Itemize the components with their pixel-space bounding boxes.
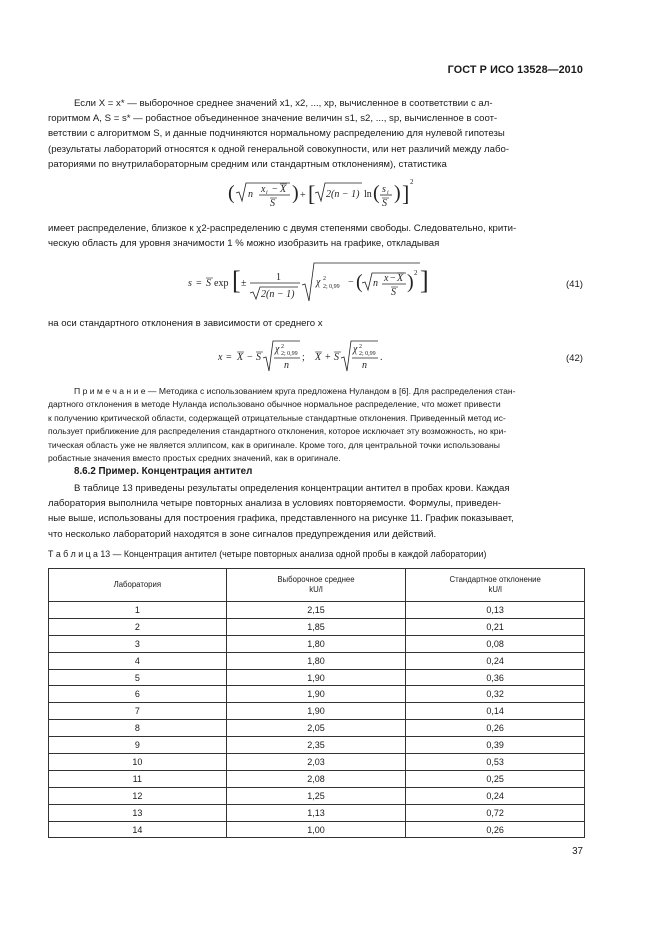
- table-row: [49, 635, 585, 652]
- svg-text:i: i: [387, 190, 389, 196]
- table-row: [49, 669, 585, 686]
- svg-text:.: .: [380, 352, 383, 363]
- equation-42-graphic: [218, 338, 398, 374]
- svg-text:X: X: [280, 184, 287, 195]
- svg-text:(: (: [356, 271, 363, 293]
- svg-text:n: n: [248, 189, 253, 200]
- cell-mean: 1,80: [226, 635, 406, 652]
- svg-text:χ: χ: [316, 277, 321, 288]
- cell-sd: 0,53: [406, 754, 585, 771]
- cell-mean: 1,13: [226, 804, 406, 821]
- table-row: [49, 737, 585, 754]
- table-row: [49, 821, 585, 838]
- svg-text:X: X: [237, 352, 244, 363]
- section-line-3: ные выше, использованы для построения графика, представленного на рисунке 11. График показывает,: [48, 513, 514, 525]
- standard-header: ГОСТ Р ИСО 13528—2010: [447, 64, 583, 76]
- cell-mean: 1,90: [226, 703, 406, 720]
- svg-text:x: x: [384, 273, 389, 284]
- svg-text:S: S: [270, 198, 275, 209]
- statistic-formula-graphic: [228, 175, 418, 215]
- note-line-6: робастные значения вместо простых средних значений, как в оригинале.: [48, 453, 341, 464]
- section-line-2: лаборатория выполнила четыре повторных анализа в условиях повторяемости. Формулы, приведен-: [48, 498, 502, 510]
- axis-line: на оси стандартного отклонения в зависимости от среднего x: [48, 318, 323, 329]
- svg-text:x: x: [261, 184, 266, 195]
- table-caption: [48, 549, 486, 559]
- cell-mean: 2,35: [226, 737, 406, 754]
- section-heading: 8.6.2 Пример. Концентрация антител: [74, 466, 253, 477]
- cell-sd: 0,26: [406, 821, 585, 838]
- svg-text:+: +: [300, 190, 306, 201]
- cell-lab: 6: [49, 686, 227, 703]
- table-row: [49, 652, 585, 669]
- cell-sd: 0,13: [406, 602, 585, 619]
- svg-text:2; 0,99: 2; 0,99: [281, 351, 298, 357]
- svg-text:−: −: [272, 184, 278, 195]
- cell-sd: 0,24: [406, 652, 585, 669]
- note-label: П р и м е ч а н и е: [74, 386, 146, 396]
- svg-text:2(n − 1): 2(n − 1): [326, 189, 360, 200]
- table-body: [49, 602, 585, 838]
- intro-line-2: горитмом А, S = s* — робастное объединенное значение величин s1, s2, ..., sp, вычисленное в соот-: [48, 113, 498, 125]
- svg-text:): ): [292, 182, 299, 204]
- svg-text:2(n − 1): 2(n − 1): [261, 289, 295, 300]
- header-lab: Лаборатория: [49, 569, 227, 602]
- svg-text:2: 2: [359, 344, 362, 350]
- svg-text:[: [: [232, 266, 241, 295]
- note-line-4: пользует приближение для распределения стандартного отклонения, которое исключает эту возможность, но кри-: [48, 426, 507, 437]
- cell-lab: 11: [49, 770, 227, 787]
- svg-text:2: 2: [281, 344, 284, 350]
- cell-lab: 2: [49, 618, 227, 635]
- note-line-2: дартного отклонения в методе Нуланда использовано обычное нормальное распределение, что может привести: [48, 399, 501, 410]
- cell-lab: 8: [49, 720, 227, 737]
- svg-text:n: n: [373, 278, 378, 289]
- cell-sd: 0,39: [406, 737, 585, 754]
- antibody-table: [48, 568, 585, 838]
- svg-text:X: X: [397, 273, 404, 284]
- equation-41-graphic: [188, 259, 428, 305]
- cell-mean: 1,90: [226, 669, 406, 686]
- cell-lab: 10: [49, 754, 227, 771]
- svg-text:=: =: [196, 278, 202, 289]
- table-row: [49, 720, 585, 737]
- table-row: [49, 618, 585, 635]
- table-row: [49, 703, 585, 720]
- equation-41-number: (41): [565, 279, 583, 290]
- svg-text:2: 2: [414, 269, 418, 277]
- svg-text:): ): [407, 271, 414, 293]
- cell-lab: 13: [49, 804, 227, 821]
- chi-square-line-1: имеет распределение, близкое к χ2-распределению с двумя степенями свободы. Следовательно, крити-: [48, 223, 517, 234]
- cell-mean: 2,15: [226, 602, 406, 619]
- table-caption-label: Т а б л и ц а 13: [48, 549, 111, 559]
- section-line-1: В таблице 13 приведены результаты определения концентрации антител в пробах крови. Каждая: [74, 483, 510, 494]
- cell-lab: 7: [49, 703, 227, 720]
- svg-text:n: n: [362, 360, 367, 371]
- svg-text:;: ;: [302, 352, 305, 363]
- table-row: [49, 770, 585, 787]
- cell-lab: 14: [49, 821, 227, 838]
- svg-text:+: +: [325, 352, 331, 363]
- intro-line-4: (результаты лабораторий относятся к одной генеральной совокупности, или нет различий между лабо-: [48, 143, 510, 155]
- cell-sd: 0,08: [406, 635, 585, 652]
- note-line-5: тическая область уже не является эллипсом, как в оригинале. Кроме того, для центральной точки использованы: [48, 439, 500, 450]
- svg-text:S: S: [256, 352, 261, 363]
- intro-line-5: раториями по внутрилабораторным средним или стандартным отклонениям), статистика: [48, 158, 447, 170]
- svg-text:±: ±: [241, 278, 247, 289]
- table-row: [49, 787, 585, 804]
- cell-lab: 1: [49, 602, 227, 619]
- svg-text:1: 1: [276, 272, 281, 283]
- cell-mean: 1,00: [226, 821, 406, 838]
- note-line-3: к получению критической области, содержащей отрицательные стандартные отклонения. Приведенный метод ис-: [48, 412, 506, 423]
- cell-sd: 0,32: [406, 686, 585, 703]
- svg-text:x: x: [218, 352, 223, 363]
- equation-42: [218, 338, 398, 377]
- axis-paragraph: [48, 316, 584, 331]
- svg-text:2: 2: [410, 178, 414, 186]
- cell-sd: 0,21: [406, 618, 585, 635]
- table-row: [49, 686, 585, 703]
- cell-mean: 2,08: [226, 770, 406, 787]
- table-row: [49, 754, 585, 771]
- cell-lab: 5: [49, 669, 227, 686]
- svg-text:2; 0,99: 2; 0,99: [323, 284, 340, 290]
- note-block: [48, 385, 584, 465]
- svg-text:]: ]: [402, 181, 410, 206]
- svg-text:S: S: [382, 198, 387, 209]
- svg-text:χ: χ: [275, 344, 280, 355]
- cell-mean: 2,05: [226, 720, 406, 737]
- page-number: 37: [572, 846, 583, 857]
- svg-text:−: −: [247, 352, 253, 363]
- header-sd: Стандартное отклонение kU/l: [406, 569, 585, 602]
- svg-text:2: 2: [323, 276, 326, 282]
- svg-text:−: −: [348, 277, 354, 288]
- table-row: [49, 602, 585, 619]
- cell-sd: 0,24: [406, 787, 585, 804]
- svg-text:s: s: [188, 278, 192, 289]
- svg-text:χ: χ: [353, 344, 358, 355]
- statistic-formula: [228, 175, 418, 218]
- cell-sd: 0,25: [406, 770, 585, 787]
- svg-text:=: =: [226, 352, 232, 363]
- equation-42-number: (42): [565, 353, 583, 364]
- svg-text:(: (: [373, 182, 380, 204]
- intro-line-3: ветствии с алгоритмом S, и данные подчиняются нормальному распределению для нулевой гипотезы: [48, 128, 505, 140]
- note-line-1: П р и м е ч а н и е — Методика с использованием круга предложена Нуландом в [6]. Для распределения стан-: [74, 386, 516, 396]
- svg-text:exp: exp: [214, 278, 229, 289]
- chi-square-paragraph: [48, 221, 584, 251]
- header-mean: Выборочное среднее kU/l: [226, 569, 406, 602]
- svg-text:2; 0,99: 2; 0,99: [359, 351, 376, 357]
- svg-text:S: S: [334, 352, 339, 363]
- cell-lab: 9: [49, 737, 227, 754]
- cell-lab: 4: [49, 652, 227, 669]
- cell-mean: 1,80: [226, 652, 406, 669]
- cell-mean: 2,03: [226, 754, 406, 771]
- cell-lab: 3: [49, 635, 227, 652]
- table-row: [49, 804, 585, 821]
- section-line-4: что несколько лабораторий находятся в зоне сигналов предупреждения или действий.: [48, 528, 437, 540]
- cell-sd: 0,14: [406, 703, 585, 720]
- svg-text:): ): [394, 182, 401, 204]
- chi-square-line-2: ческую область для уровня значимости 1 % можно изобразить на графике, откладывая: [48, 238, 440, 250]
- svg-text:n: n: [284, 360, 289, 371]
- svg-text:S: S: [206, 278, 211, 289]
- equation-41: [188, 259, 428, 308]
- svg-text:s: s: [382, 184, 386, 195]
- intro-line-1: Если X = x* — выборочное среднее значений x1, x2, ..., xp, вычисленное в соответствии с ал-: [74, 98, 493, 109]
- svg-text:]: ]: [420, 266, 428, 295]
- section-paragraph: [48, 481, 584, 542]
- cell-mean: 1,25: [226, 787, 406, 804]
- svg-text:X: X: [315, 352, 322, 363]
- svg-text:S: S: [391, 287, 396, 298]
- cell-lab: 12: [49, 787, 227, 804]
- cell-sd: 0,26: [406, 720, 585, 737]
- cell-mean: 1,90: [226, 686, 406, 703]
- svg-text:i: i: [266, 190, 268, 196]
- table-header-row: [49, 569, 585, 602]
- svg-text:ln: ln: [364, 189, 372, 200]
- table-caption-text: — Концентрация антител (четыре повторных анализа одной пробы в каждой лаборатории): [110, 549, 487, 559]
- intro-paragraph: [48, 96, 584, 172]
- svg-text:[: [: [308, 181, 316, 206]
- svg-text:−: −: [390, 273, 396, 284]
- cell-sd: 0,72: [406, 804, 585, 821]
- cell-sd: 0,36: [406, 669, 585, 686]
- svg-text:(: (: [228, 182, 235, 204]
- cell-mean: 1,85: [226, 618, 406, 635]
